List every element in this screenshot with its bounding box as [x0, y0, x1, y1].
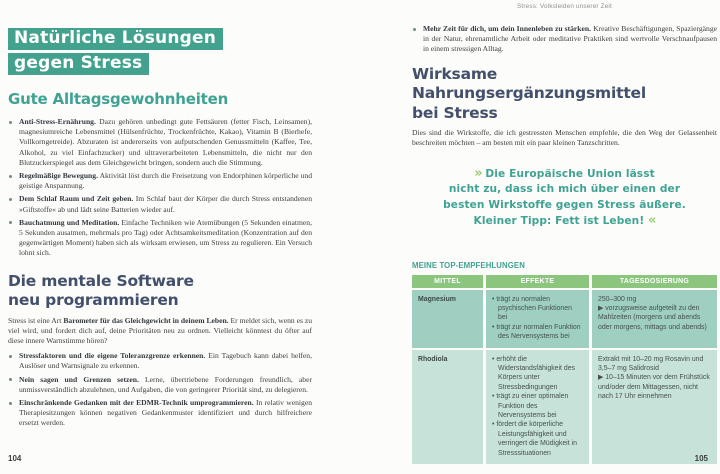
quote-line: » Die Europäische Union lässt — [474, 165, 655, 181]
list-item — [8, 218, 312, 259]
bullet-text: Anti-Stress-Ernährung. Dazu gehören unbedingt gute Fettsäuren (fetter Fisch, Leinsamen), magnesiumreiche Lebensmittel (Hülsenfrüchte, Trockenfrüchte, Kakao), Vitamin B (Bierhefe, Vollkorngetreide). Abzuraten ist andererseits von aufputschenden Genussmitteln (Kaffee, Tee, Alkohol, zu viel Einfachzucker) und ultraverarbeiteten Lebensmitteln, die nicht nur den Blutzuckerspiegel aus dem Gleichgewicht bringen, sondern auch die Stimmung. — [19, 117, 312, 167]
bullet-dot-icon — [9, 198, 12, 201]
bullet-text: Einschränkende Gedanken mit der EDMR-Technik umprogrammieren. In relativ wenigen Therapiesitzungen können negativen Gedankenmuster identifiziert und durch hilfreichere ersetzt werden. — [19, 398, 312, 428]
bullet-dot-icon — [9, 121, 12, 124]
page-right-content — [412, 0, 717, 464]
list-item — [8, 375, 312, 395]
bullet-dot-icon — [9, 378, 12, 381]
quote-line: Kleiner Tipp: Fett ist Leben! « — [473, 213, 656, 229]
cell-dosierung: 250–300 mg ▶ vorzugsweise aufgeteilt zu den Mahlzeiten (morgens und abends oder morgens, mittags und abends) — [592, 290, 717, 348]
table-header-mittel: MITTEL — [412, 275, 483, 288]
cell-mittel: Magnesium — [412, 290, 483, 348]
bullet-dot-icon — [9, 355, 12, 358]
page-number-left: 104 — [8, 454, 22, 463]
top-bullet-list — [412, 24, 717, 55]
list-item — [8, 398, 312, 429]
bullet-text: Nein sagen und Grenzen setzen. Lerne, übertriebene Forderungen freundlich, aber unmissverständlich abzulehnen, und Aufgaben, die von geringerer Priorität sind, zu delegieren. — [19, 374, 313, 394]
habits-heading: Gute Alltagsgewohnheiten — [8, 90, 229, 108]
bullet-text: Regelmäßige Bewegung. Aktivität löst durch die Freisetzung von Endorphinen körperliche und geistige Anspannung. — [19, 171, 312, 191]
page-left-content — [8, 28, 312, 432]
habits-bullet-list — [8, 117, 312, 259]
table-caption: MEINE TOP-EMPFEHLUNGEN — [412, 260, 525, 270]
page-right — [360, 0, 720, 474]
running-head: Stress: Volksleiden unserer Zeit — [517, 3, 612, 10]
table-header-tagesdosierung: TAGESDOSIERUNG — [592, 275, 717, 288]
bullet-dot-icon — [9, 221, 12, 224]
cell-effekte: • trägt zu normalen psychischen Funktionen bei • trägt zur normalen Funktion des Nervensystems bei — [486, 290, 589, 348]
bullet-text: Mehr Zeit für dich, um dein Innenleben zu stärken. Kreative Beschäftigungen, Spaziergänge in der Natur, ehrenamtliche Arbeit oder meditative Praktiken sind wertvolle Verschnaufpausen in einem stressigen Alltag. — [423, 24, 717, 54]
cell-effekte: • erhöht die Widerstandsfähigkeit des Körpers unter Stressbedingungen • trägt zu einer optimalen Funktion des Nervensystems bei • fördert die körperliche Leistungsfähigkeit und verringert die Müdigkeit in Stresssituationen — [486, 350, 589, 464]
bullet-dot-icon — [9, 402, 12, 405]
quote-close-icon: « — [648, 213, 656, 229]
list-item — [8, 351, 312, 371]
bullet-dot-icon — [9, 175, 12, 178]
bullet-text: Stressfaktoren und die eigene Toleranzgrenze erkennen. Ein Tagebuch kann dabei helfen, Auslöser und Warnsignale zu erkennen. — [19, 351, 312, 371]
cell-mittel: Rhodiola — [412, 350, 483, 464]
pull-quote — [412, 166, 717, 230]
page-number-right: 105 — [694, 454, 708, 463]
bullet-text: Bauchatmung und Meditation. Einfache Techniken wie Atemübungen (5 Sekunden einatmen, 5 Sekunden ausatmen, mehrmals pro Tag) oder Achtsamkeitsmeditation (Konzentration auf den gegenwärtigen Moment) haben sich als wirksam erwiesen, um Stress zu regulieren. Ein Versuch lohnt sich. — [19, 217, 312, 258]
list-item — [8, 194, 312, 214]
cell-dosierung: Extrakt mit 10–20 mg Rosavin und 3,5–7 mg Salidrosid ▶ 10–15 Minuten vor dem Frühstück und/oder dem Mittagessen, nicht nach 17 Uhr einnehmen — [592, 350, 717, 464]
bullet-text: Dem Schlaf Raum und Zeit geben. Im Schlaf baut der Körper die durch Stress entstandenen »Giftstoffe« ab und lädt seine Batterien wieder auf. — [19, 194, 312, 214]
list-item — [412, 24, 717, 55]
mental-intro-paragraph: Stress ist eine Art Barometer für das Gleichgewicht in deinem Leben. Er meldet sich, wenn es zu viel wird, und fordert dich auf, deine Prioritäten neu zu ordnen. Vielleicht könntest du öfter auf diese innere Warnstimme hören? — [8, 315, 312, 346]
mental-heading: Die mentale Software neu programmieren — [8, 271, 194, 310]
quote-open-icon: » — [474, 165, 482, 181]
mental-bullet-list — [8, 351, 312, 428]
supplements-intro-paragraph: Dies sind die Wirkstoffe, die ich gestressten Menschen empfehle, die den Weg der Gelassenheit beschreiten möchten – am besten mit ein paar kleinen Tanzschritten. — [412, 128, 717, 148]
supplements-heading: Wirksame Nahrungsergänzungsmittel bei Stress — [412, 64, 646, 122]
supplements-table — [412, 275, 717, 465]
page-title-line-1: Natürliche Lösungen — [8, 28, 223, 50]
quote-line: nicht zu, dass ich mich über einen der — [448, 183, 681, 196]
list-item — [8, 117, 312, 168]
page-title-line-2: gegen Stress — [8, 53, 149, 75]
quote-line: besten Wirkstoffe gegen Stress äußere. — [443, 198, 686, 211]
table-header-effekte: EFFEKTE — [486, 275, 589, 288]
bullet-dot-icon — [413, 28, 416, 31]
list-item — [8, 171, 312, 191]
